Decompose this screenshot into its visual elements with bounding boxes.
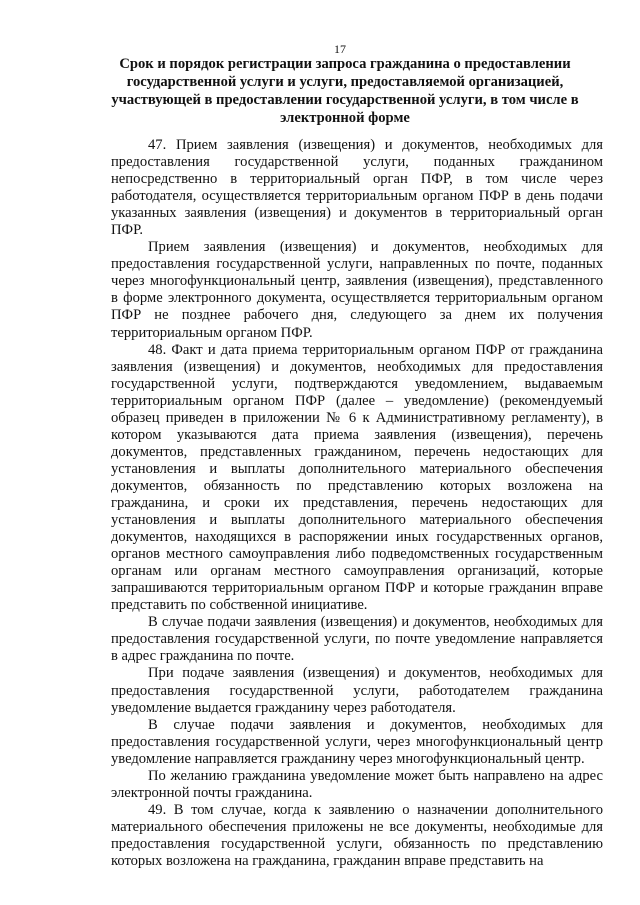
paragraph-48-by-post: В случае подачи заявления (извещения) и документов, необходимых для предоставления государственной услуги, по почте уведомление направляется в адрес гражданина по почте. [111, 614, 603, 665]
paragraph-48-mfc: В случае подачи заявления и документов, необходимых для предоставления государственной услуги, через многофункциональный центр уведомление направляется гражданину через многофункциональный центр. [111, 716, 603, 767]
paragraph-48-employer: При подаче заявления (извещения) и документов, необходимых для предоставления государственной услуги, работодателем гражданина уведомление выдается гражданину через работодателя. [111, 665, 603, 716]
paragraph-48-email: По желанию гражданина уведомление может быть направлено на адрес электронной почты гражданина. [111, 767, 603, 801]
paragraph-47-mail: Прием заявления (извещения) и документов, необходимых для предоставления государственной услуги, направленных по почте, поданных через многофункциональный центр, заявления (извещения), представленного в форме электронного документа, осуществляется территориальным органом ПФР не позднее рабочего дня, следующего за днем их получения территориальным органом ПФР. [111, 239, 603, 341]
paragraph-48: 48. Факт и дата приема территориальным органом ПФР от гражданина заявления (извещения) и документов, необходимых для предоставления государственной услуги, подтверждаются уведомлением, выдаваемым территориальным органом ПФР (далее – уведомление) (рекомендуемый образец приведен в приложении № 6 к Административному регламенту), в котором указываются дата приема заявления (извещения), перечень документов, представленных гражданином, перечень недостающих для установления и выплаты дополнительного материального обеспечения документов, обязанность по представлению которых возложена на гражданина, и сроки их представления, перечень недостающих для установления и выплаты дополнительного материального обеспечения документов, находящихся в распоряжении иных государственных органов, органов местного самоуправления либо подведомственных государственным органам или органам местного самоуправления организаций, которые запрашиваются территориальным органом ПФР и которые гражданин вправе представить по собственной инициативе. [111, 341, 603, 614]
paragraph-49: 49. В том случае, когда к заявлению о назначении дополнительного материального обеспечения приложены не все документы, необходимые для предоставления государственной услуги, обязанность по представлению которых возложена на гражданина, гражданин вправе представить на [111, 801, 603, 869]
document-body [111, 137, 603, 870]
page-number: 17 [334, 42, 346, 56]
section-heading: Срок и порядок регистрации запроса гражданина о предоставлении государственной услуги и услуги, предоставляемой организацией, участвующей в предоставлении государственной услуги, в том числе в электронной форме [111, 56, 579, 126]
paragraph-47: 47. Прием заявления (извещения) и документов, необходимых для предоставления государственной услуги, поданных гражданином непосредственно в территориальный орган ПФР, в том числе через работодателя, осуществляется территориальным органом ПФР в день подачи указанных заявления (извещения) и документов в территориальный орган ПФР. [111, 137, 603, 239]
